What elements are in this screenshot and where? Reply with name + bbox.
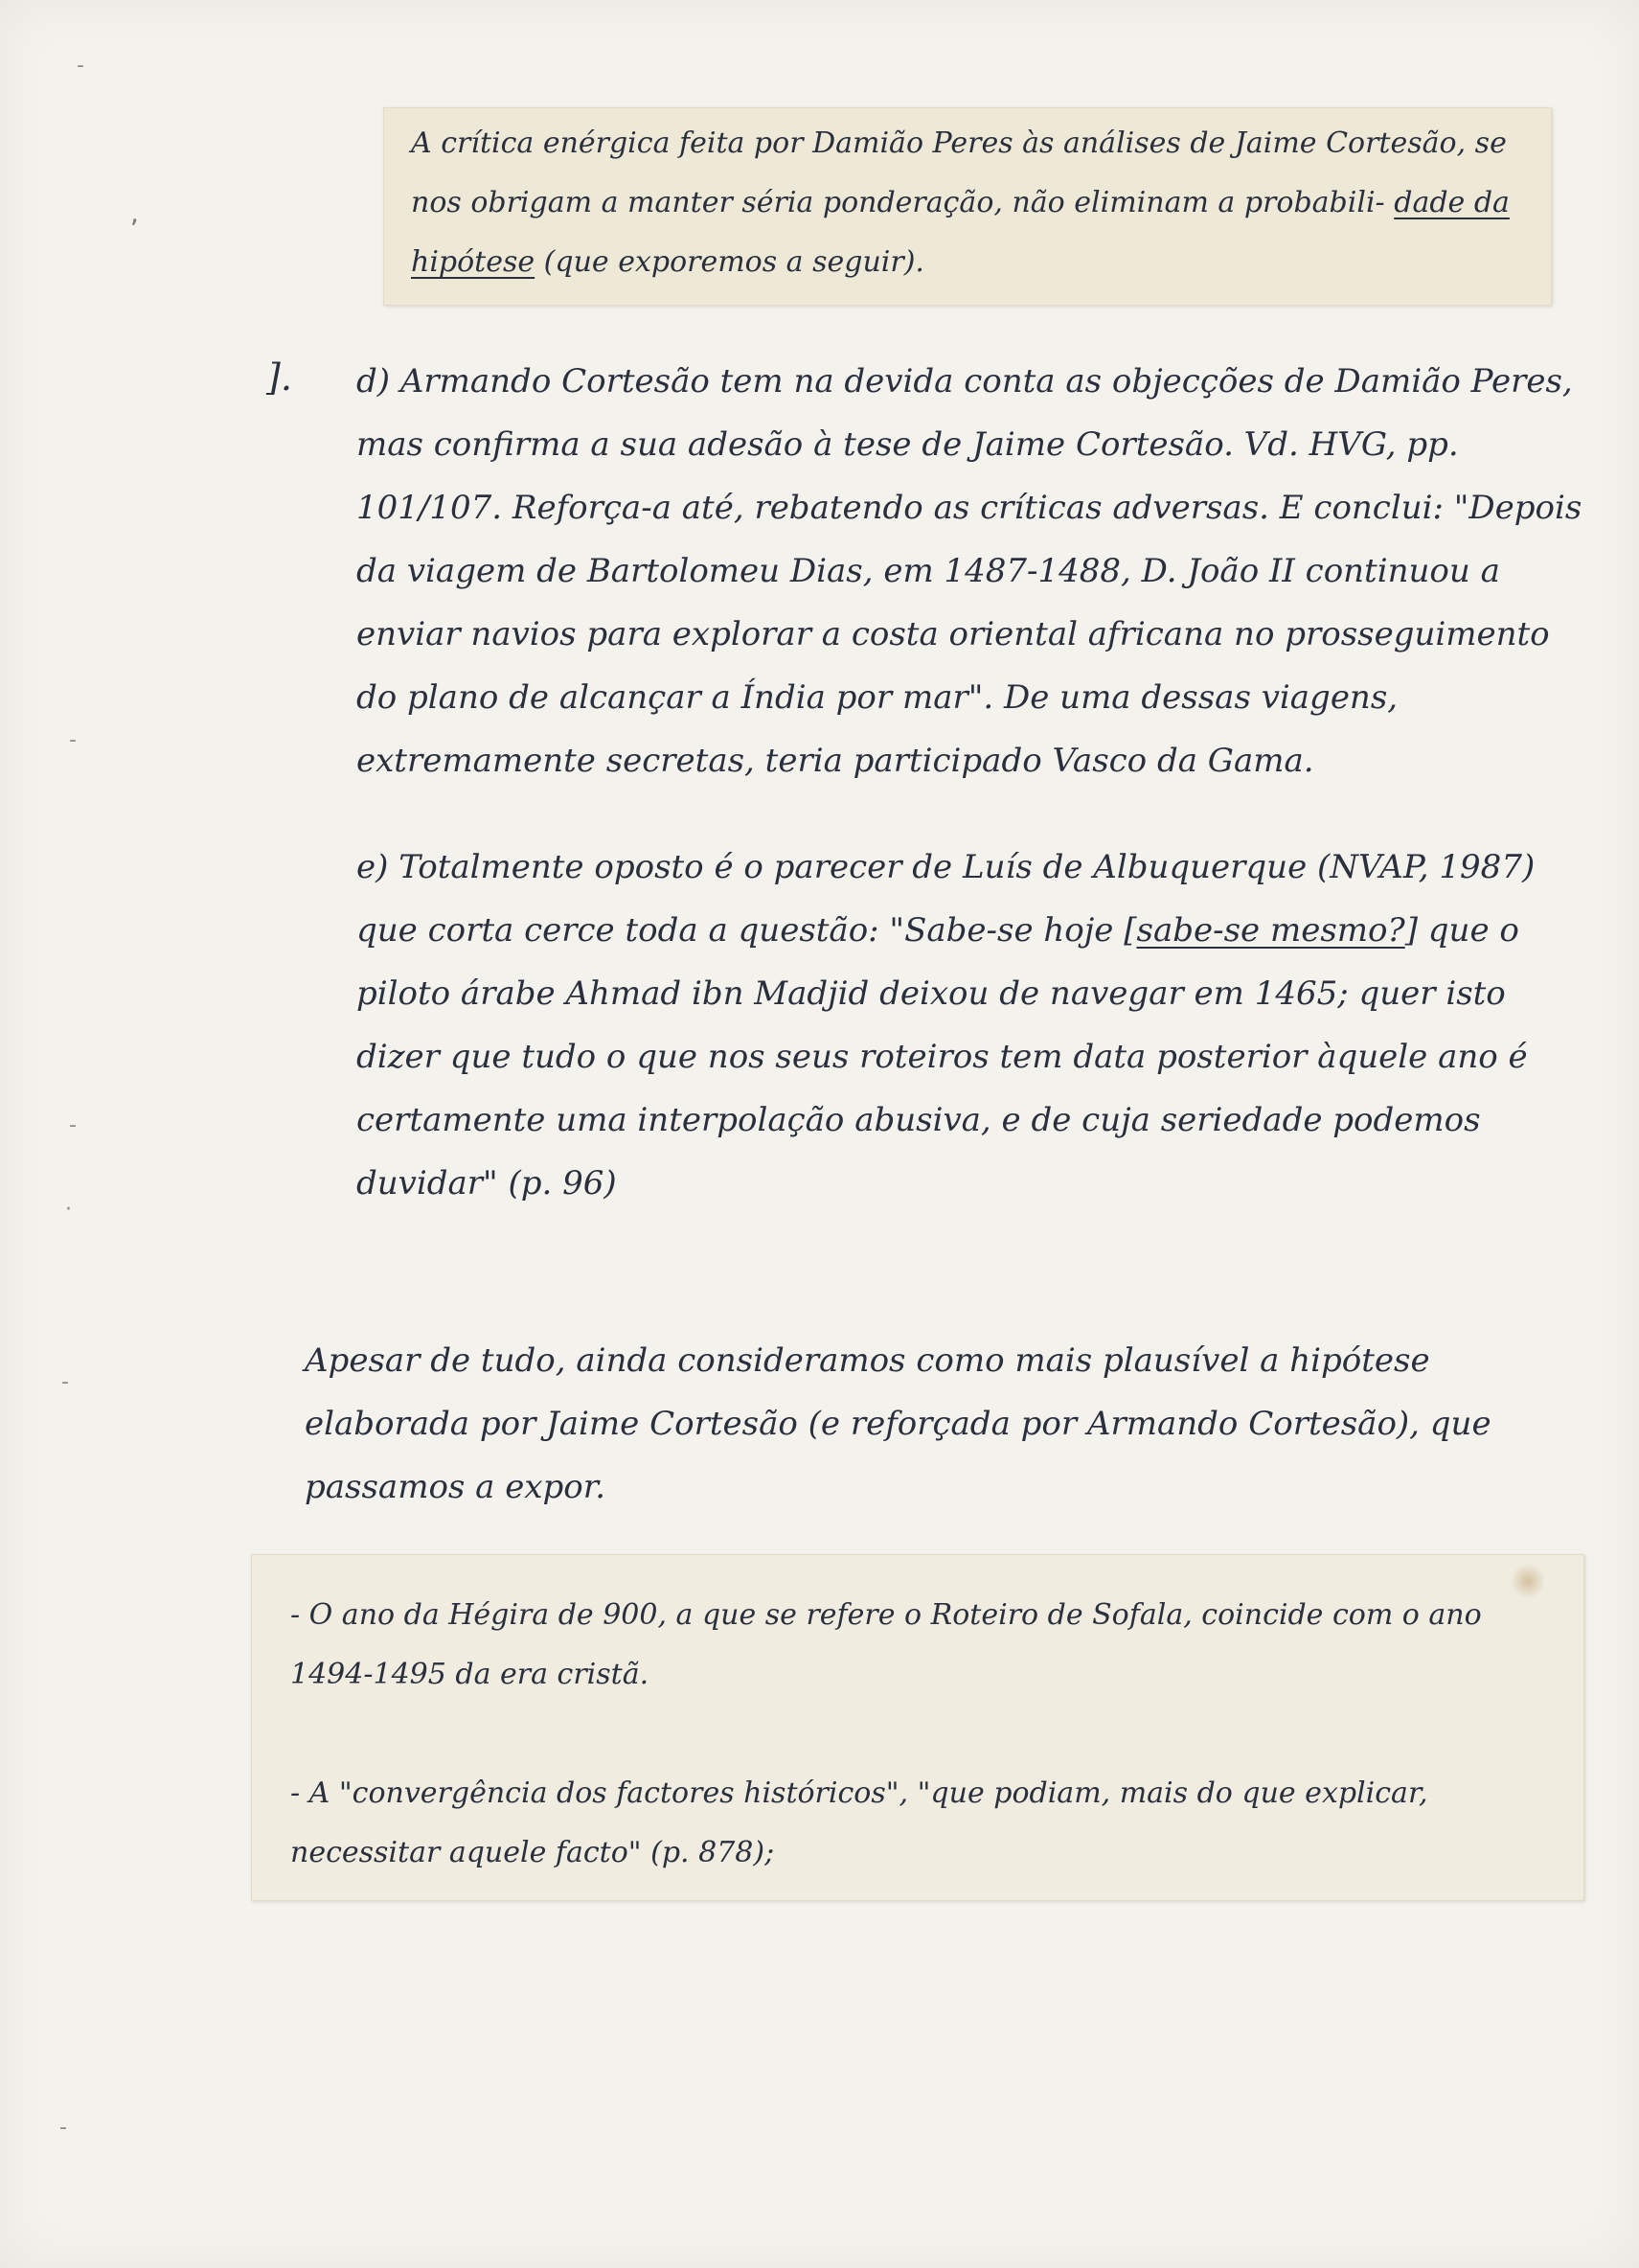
margin-dash-mark: - — [69, 1113, 77, 1137]
paragraph-conclusion-text: Apesar de tudo, ainda consideramos como mais plausível a hipótese elaborada por Jaime Cortesão (e reforçada por Armando Cortesão), que passamos a expor. — [305, 1341, 1491, 1506]
paragraph-e-underlined: sabe-se mesmo? — [1136, 911, 1405, 950]
paper-stain — [1512, 1562, 1544, 1600]
note-line-1: A crítica enérgica feita por Damião Peres às análises de Jaime Cortesão, — [411, 126, 1467, 160]
paragraph-e-part-2: ] que o piloto árabe Ahmad ibn Madjid deixou de navegar em 1465; quer isto dizer que tudo o que nos seus roteiros tem data posterior àquele ano é certamente uma interpolação abusiva, e de cuja seriedade podemos duvidar" (p. 96) — [356, 911, 1528, 1203]
paragraph-d — [356, 350, 1582, 792]
paragraph-e-text — [356, 836, 1573, 1215]
pasted-note-text — [411, 114, 1532, 292]
note-underlined-phrase: dade da hipótese — [411, 186, 1510, 279]
margin-bracket-mark: ]. — [266, 356, 292, 399]
margin-dash-mark: - — [59, 2116, 67, 2140]
note-line-3-rest: (que exporemos a seguir). — [535, 245, 924, 279]
note-line-2: se nos obrigam a manter séria ponderação, não eliminam a probabili- — [411, 126, 1507, 219]
paragraph-d-text: d) Armando Cortesão tem na devida conta as objecções de Damião Peres, mas confirma a sua adesão à tese de Jaime Cortesão. Vd. HVG, pp. 101/107. Reforça-a até, rebatendo as críticas adversas. E conclui: "Depois da viagem de Bartolomeu Dias, em 1487-1488, D. João II continuou a enviar navios para explorar a costa oriental africana no prosseguimento do plano de alcançar a Índia por mar". De uma dessas viagens, extremamente secretas, teria participado Vasco da Gama. — [356, 362, 1582, 780]
margin-dot-mark: · — [65, 1198, 72, 1222]
margin-dash-mark: - — [69, 728, 77, 752]
margin-dash-mark: - — [61, 1370, 69, 1394]
margin-dash-mark: - — [77, 54, 84, 78]
paragraph-e-part-1: e) Totalmente oposto é o parecer de Luís de Albuquerque (NVAP, 1987) que corta cerce toda a questão: "Sabe-se hoje [ — [356, 848, 1536, 950]
paragraph-e — [356, 836, 1573, 1215]
paragraph-conclusion — [305, 1329, 1502, 1519]
pasted-note-top — [383, 107, 1552, 306]
bullet-item-hegira: - O ano da Hégira de 900, a que se refere o Roteiro de Sofala, coincide com o ano 1494-1495 da era cristã. — [290, 1598, 1482, 1691]
margin-comma-mark: , — [130, 197, 139, 229]
bullet-item-convergence: - A "convergência dos factores históricos", "que podiam, mais do que explicar, necessitar aquele facto" (p. 878); — [290, 1776, 1428, 1869]
pasted-note-bottom — [251, 1554, 1584, 1901]
